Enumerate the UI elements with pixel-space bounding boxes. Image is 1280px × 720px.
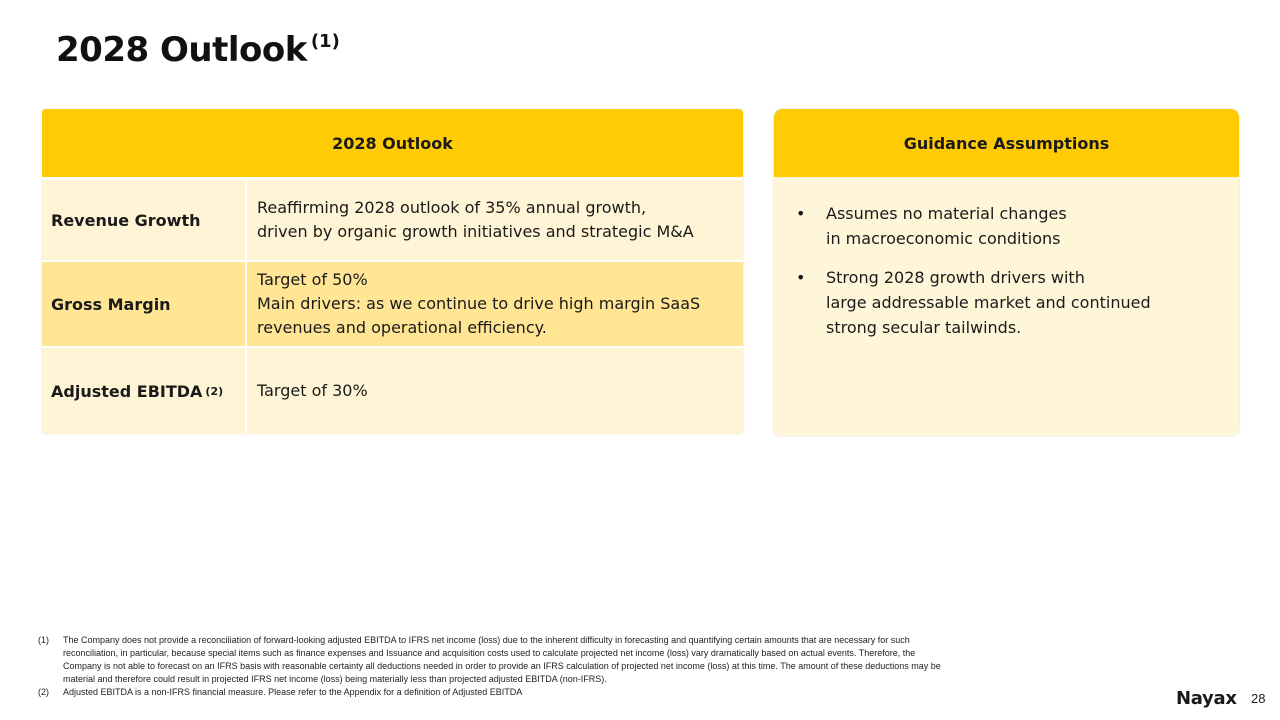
nayax-logo: Nayax <box>1176 688 1237 709</box>
row-label-text: Adjusted EBITDA <box>51 381 203 401</box>
footnote-number: (2) <box>38 687 49 697</box>
page-number: 28 <box>1251 691 1266 706</box>
page-title <box>56 30 340 70</box>
outlook-table <box>42 109 743 434</box>
row-label <box>42 348 247 434</box>
table-row-adjusted-ebitda <box>42 348 743 434</box>
row-description-line: Main drivers: as we continue to drive high margin SaaS <box>257 294 701 313</box>
table-row-revenue-growth <box>42 180 743 262</box>
row-description-line: driven by organic growth initiatives and strategic M&A <box>257 222 694 241</box>
row-label <box>42 180 247 260</box>
row-description <box>247 348 743 434</box>
list-item <box>794 201 1219 251</box>
guidance-card-header: Guidance Assumptions <box>774 109 1239 177</box>
bullet-icon: • <box>796 268 806 287</box>
outlook-table-header: 2028 Outlook <box>42 109 743 180</box>
row-label-text: Revenue Growth <box>51 210 201 230</box>
list-item-line: strong secular tailwinds. <box>826 318 1022 337</box>
row-description-line: Target of 50% <box>257 270 368 289</box>
table-row-gross-margin <box>42 262 743 348</box>
bullet-icon: • <box>796 204 806 223</box>
footnote-line: material and therefore could result in projected IFRS net income (loss) being materially less than projected adjusted EBITDA (non-IFRS). <box>63 674 607 684</box>
row-description <box>247 180 743 260</box>
footnote-1 <box>38 634 1148 686</box>
list-item-line: in macroeconomic conditions <box>826 229 1061 248</box>
footnote-number: (1) <box>38 635 49 645</box>
footnote-line: reconciliation, in particular, because special items such as finance expenses and Issuance and acquisition costs used to calculate projected net income (loss) vary dramatically based on actual events. Therefore, the <box>63 648 916 658</box>
footnote-text <box>63 634 1148 686</box>
row-label-footnote-ref: (2) <box>205 384 224 398</box>
title-footnote-ref: (1) <box>310 31 340 52</box>
row-description-line: revenues and operational efficiency. <box>257 318 547 337</box>
footnotes <box>38 634 1148 699</box>
footnote-2 <box>38 686 1148 699</box>
guidance-card <box>774 109 1239 436</box>
footnote-line: Adjusted EBITDA is a non-IFRS financial measure. Please refer to the Appendix for a definition of Adjusted EBITDA <box>63 687 523 697</box>
row-description-line: Target of 30% <box>257 381 368 400</box>
footnote-line: The Company does not provide a reconciliation of forward-looking adjusted EBITDA to IFRS net income (loss) due to the inherent difficulty in forecasting and quantifying certain amounts that are necessary for such <box>63 635 910 645</box>
row-label <box>42 262 247 346</box>
row-description <box>247 262 743 346</box>
list-item-line: Strong 2028 growth drivers with <box>826 268 1085 287</box>
list-item <box>794 265 1219 340</box>
footnote-text <box>63 686 1148 699</box>
row-label-text: Gross Margin <box>51 294 171 314</box>
footnote-line: Company is not able to forecast on an IFRS basis with reasonable certainty all deductions needed in order to provide an IFRS calculation of projected net income (loss) at this time. The amount of these deductions may be <box>63 661 941 671</box>
page-title-text: 2028 Outlook <box>56 30 307 70</box>
guidance-list <box>774 177 1239 340</box>
row-description-line: Reaffirming 2028 outlook of 35% annual growth, <box>257 198 647 217</box>
list-item-line: large addressable market and continued <box>826 293 1151 312</box>
list-item-line: Assumes no material changes <box>826 204 1067 223</box>
